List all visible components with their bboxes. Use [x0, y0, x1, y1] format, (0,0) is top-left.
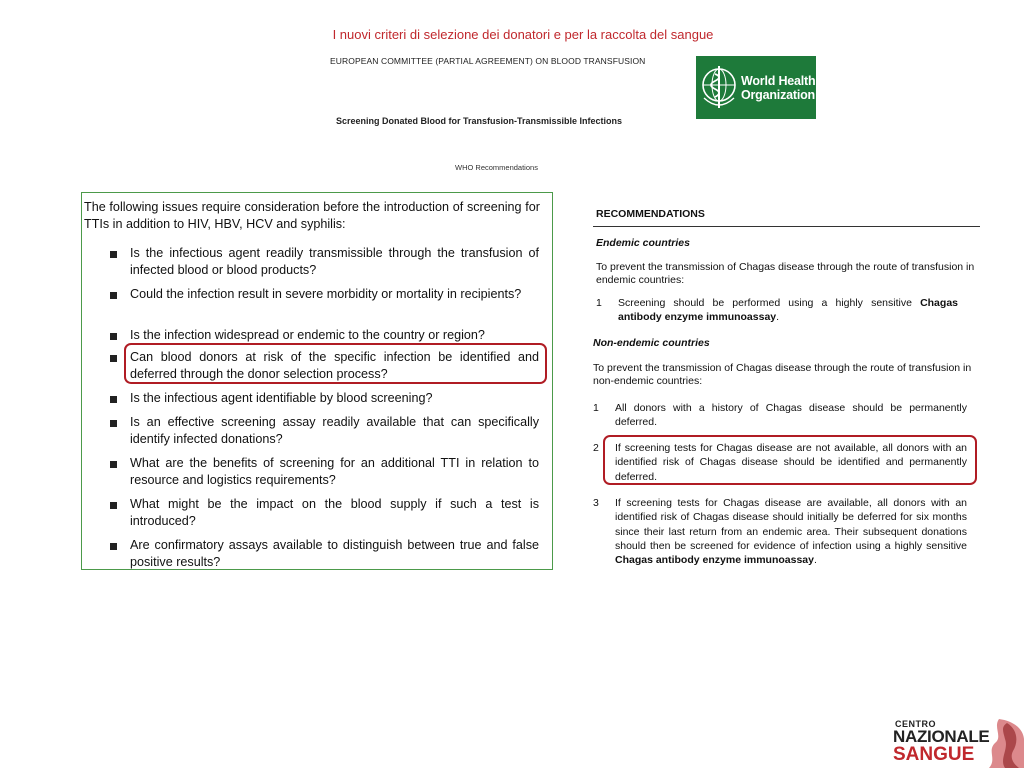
non-endemic-recommendation-3: If screening tests for Chagas disease are available, all donors with an identified risk of Chagas disease should initially be deferred for six months since their last return from an endemic area. Their subsequent donations should then be screened for evidence of infection using a highly sensitive Chagas antibody enzyme immunoassay.: [615, 497, 967, 567]
logo-centro-text: CENTRO: [895, 719, 936, 729]
non-endemic-recommendation-1: All donors with a history of Chagas disease should be permanently deferred.: [615, 402, 967, 429]
endemic-heading: Endemic countries: [596, 237, 690, 249]
recommendations-heading: RECOMMENDATIONS: [596, 208, 705, 220]
who-logo-line2: Organization: [741, 87, 815, 102]
bullet-icon: [110, 292, 117, 299]
issue-item: Is the infectious agent readily transmissible through the transfusion of infected blood or blood products?: [130, 246, 539, 277]
who-logo-line1: World Health: [741, 73, 816, 88]
bullet-icon: [110, 502, 117, 509]
recommendation-number: 1: [596, 297, 602, 309]
issue-item: Is the infection widespread or endemic to the country or region?: [130, 328, 485, 342]
document-title: Screening Donated Blood for Transfusion-Transmissible Infections: [336, 116, 623, 126]
issue-item: What might be the impact on the blood supply if such a test is introduced?: [130, 497, 539, 528]
bullet-icon: [110, 251, 117, 258]
who-logo: [696, 56, 816, 119]
logo-nazionale-text: NAZIONALE: [893, 727, 990, 746]
issues-intro: The following issues require consideration before the introduction of screening for TTIs in addition to HIV, HBV, HCV and syphilis:: [84, 200, 540, 231]
recommendation-number: 1: [593, 402, 599, 414]
issue-item: What are the benefits of screening for an additional TTI in relation to resource and logistics requirements?: [130, 456, 539, 487]
slide-title: I nuovi criteri di selezione dei donatori e per la raccolta del sangue: [332, 27, 714, 42]
bullet-icon: [110, 333, 117, 340]
issue-item: Are confirmatory assays available to distinguish between true and false positive results?: [130, 538, 539, 569]
non-endemic-intro: To prevent the transmission of Chagas disease through the route of transfusion in non-endemic countries:: [593, 362, 972, 387]
bullet-icon: [110, 461, 117, 468]
issue-item: Is the infectious agent identifiable by blood screening?: [130, 391, 433, 405]
bullet-icon: [110, 420, 117, 427]
committee-heading: EUROPEAN COMMITTEE (PARTIAL AGREEMENT) ON BLOOD TRANSFUSION: [330, 56, 646, 66]
highlight-box-donor-selection: [124, 343, 547, 384]
recommendations-divider: [593, 226, 980, 227]
who-recommendations-label: WHO Recommendations: [455, 163, 538, 172]
endemic-recommendation-1: Screening should be performed using a highly sensitive Chagas antibody enzyme immunoassay.: [618, 297, 958, 324]
non-endemic-recommendation-2: If screening tests for Chagas disease are not available, all donors with an identified risk of Chagas disease should be identified and permanently deferred.: [615, 442, 967, 483]
non-endemic-heading: Non-endemic countries: [593, 337, 710, 349]
bullet-icon: [110, 543, 117, 550]
issue-item: Is an effective screening assay readily available that can specifically identify infected donations?: [130, 415, 539, 446]
bullet-icon: [110, 396, 117, 403]
highlight-box-chagas-deferral: [603, 435, 977, 485]
issue-item: Can blood donors at risk of the specific infection be identified and deferred through the donor selection process?: [130, 350, 539, 381]
recommendation-number: 3: [593, 497, 599, 509]
recommendation-number: 2: [593, 442, 599, 454]
issue-item: Could the infection result in severe morbidity or mortality in recipients?: [130, 287, 522, 301]
bullet-icon: [110, 355, 117, 362]
endemic-intro: To prevent the transmission of Chagas disease through the route of transfusion in endemic countries:: [596, 261, 975, 286]
centro-nazionale-sangue-logo: [893, 719, 1024, 768]
logo-sangue-text: SANGUE: [893, 744, 975, 765]
who-emblem-icon: [699, 62, 739, 114]
